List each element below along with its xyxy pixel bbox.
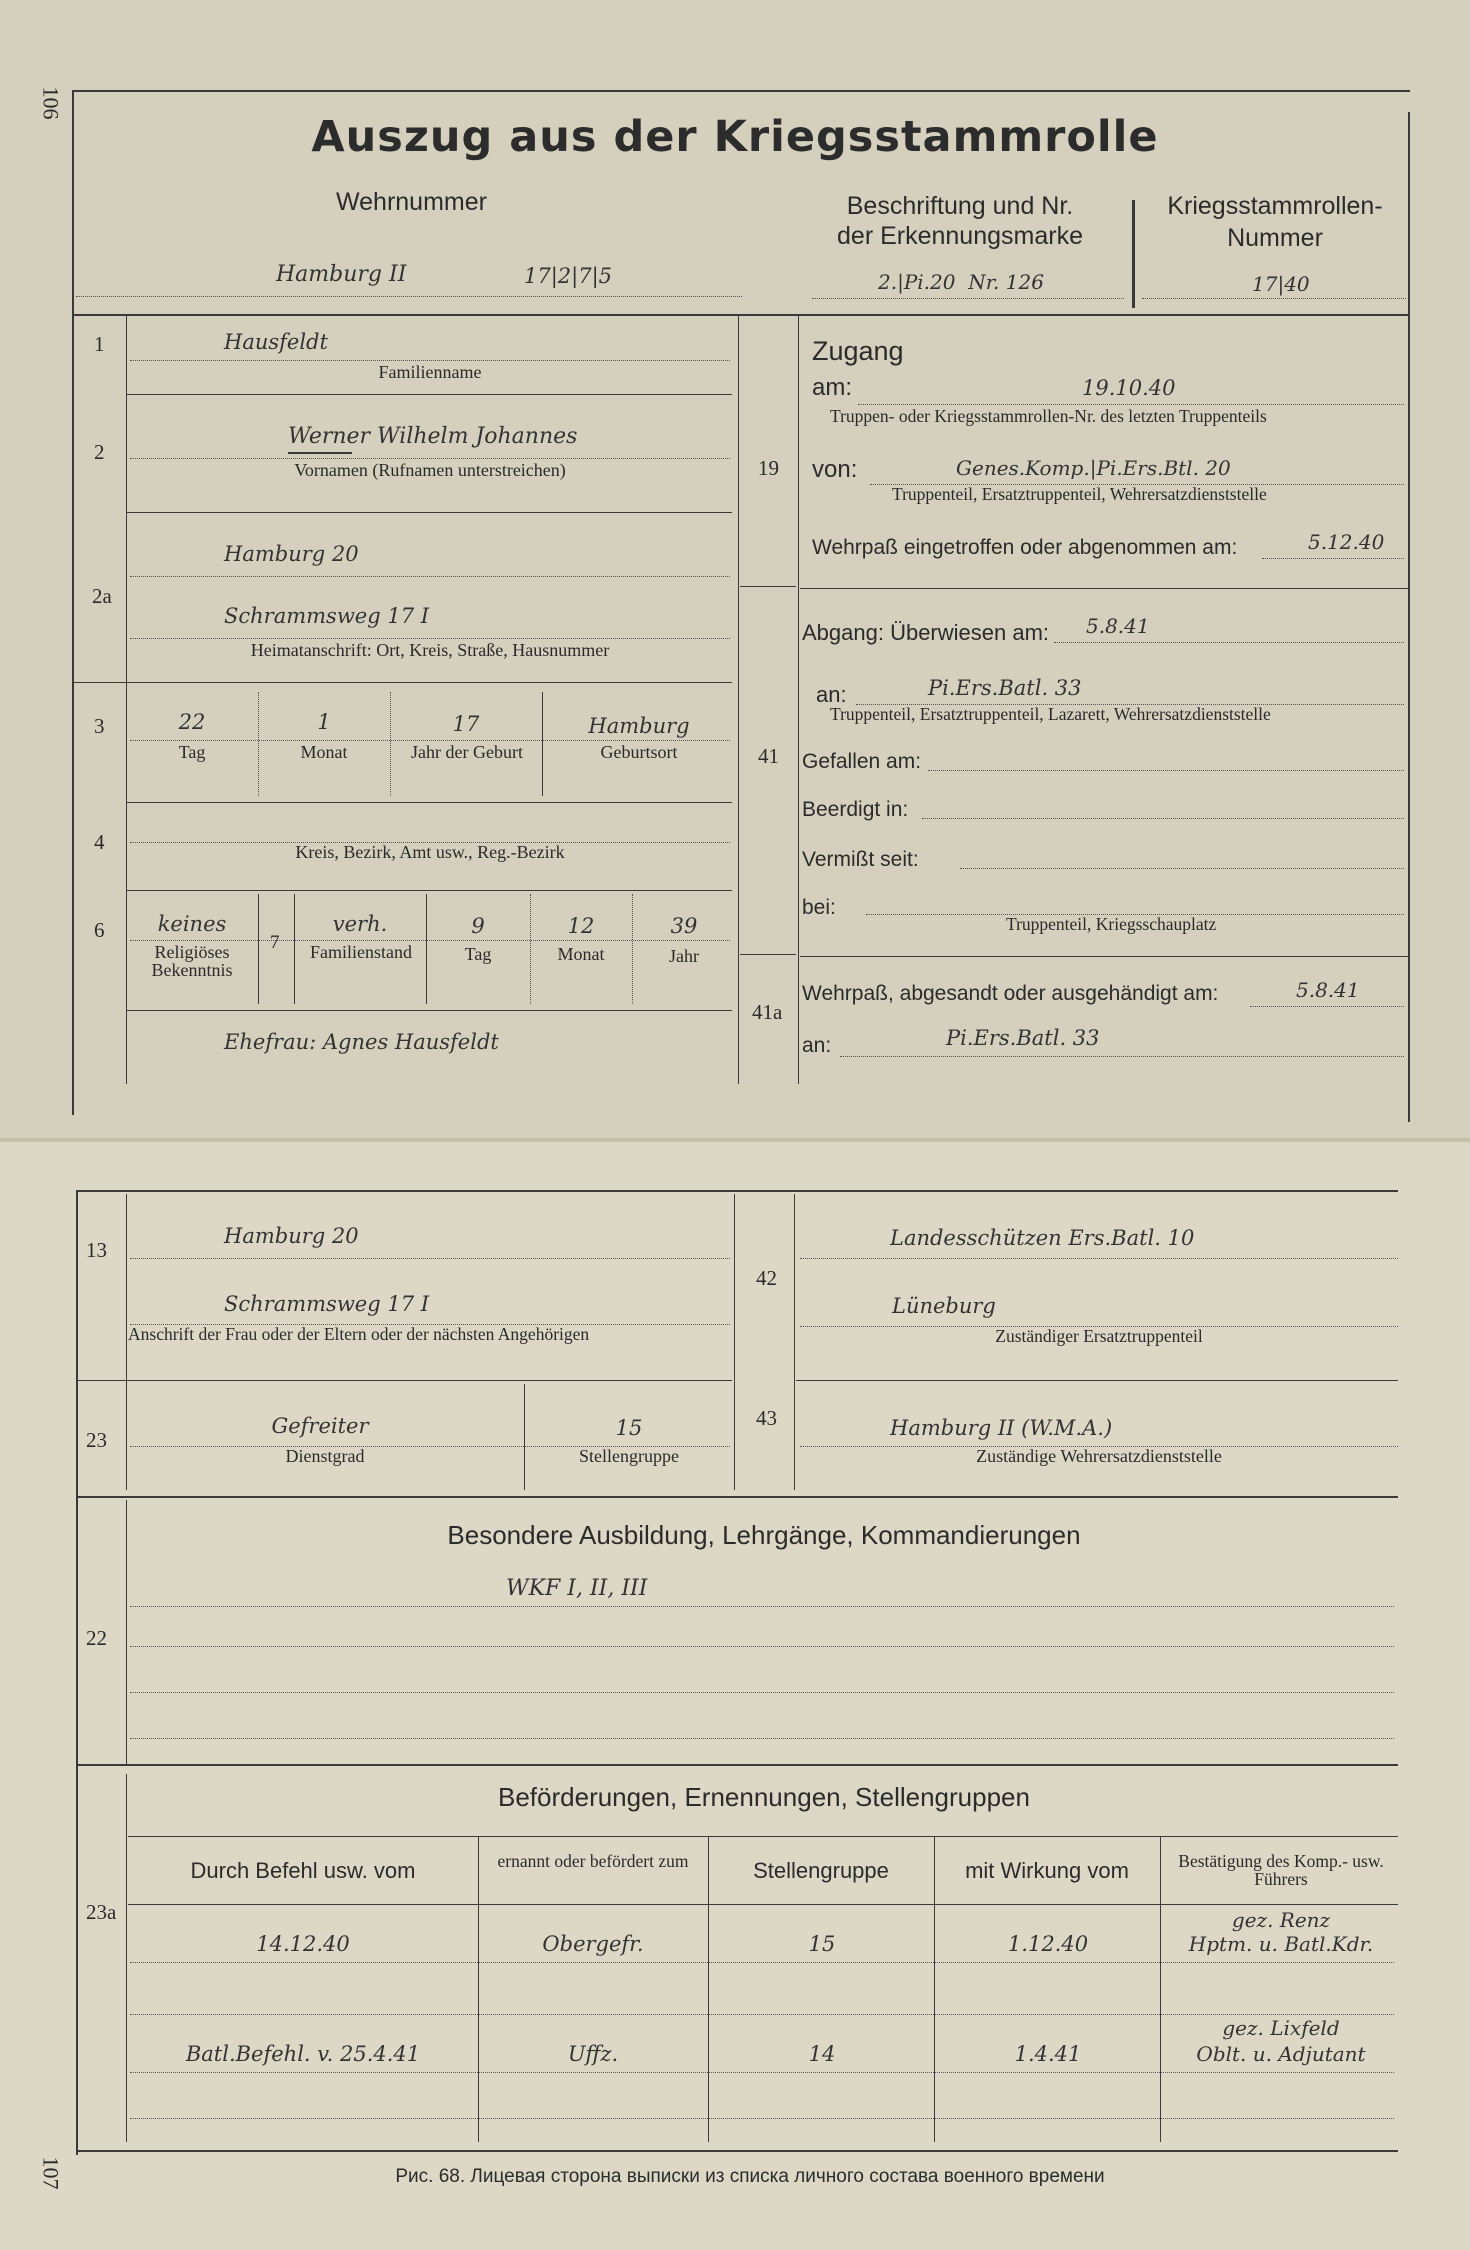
page-number-bottom: 107 (38, 2156, 64, 2190)
dienstgrad-value: Gefreiter (271, 1414, 369, 1438)
row-23-number: 23 (86, 1428, 107, 1452)
form-rule (800, 588, 1408, 589)
form-rule (78, 1380, 732, 1381)
befoerderungen-title: Beförderungen, Ernennungen, Stellengruppen (498, 1782, 1030, 1812)
form-rule (1250, 1006, 1404, 1007)
ersatztruppenteil-value: Landesschützen Ers.Batl. 10 (890, 1226, 1195, 1250)
wehrnummer-label: Wehrnummer (336, 188, 487, 216)
form-rule (960, 868, 1404, 869)
truppen-note: Truppen- oder Kriegsstammrollen-Nr. des letzten Truppenteils (830, 406, 1267, 426)
form-rule (1054, 642, 1404, 643)
form-rule (126, 1194, 127, 1490)
row-41a-number: 41a (752, 1000, 783, 1024)
heimat-strasse-value: Schrammsweg 17 I (224, 604, 430, 628)
ksr-label-2: Nummer (1227, 224, 1323, 252)
form-rule (258, 692, 259, 796)
abgang-an-note: Truppenteil, Ersatztruppenteil, Lazarett, Wehrersatzdienststelle (830, 704, 1271, 724)
rufname-underline (288, 452, 352, 454)
page-fold (0, 1138, 1470, 1142)
form-rule (812, 298, 1124, 299)
form-rule (740, 954, 796, 955)
geburt-tag-value: 22 (178, 710, 206, 734)
form-rule (740, 586, 796, 587)
vornamen-value: Werner Wilhelm Johannes (288, 424, 578, 449)
ehefrau-note: Ehefrau: Agnes Hausfeldt (224, 1030, 499, 1054)
ausbildung-value: WKF I, II, III (506, 1576, 648, 1601)
stellengruppe-value: 15 (615, 1416, 643, 1440)
form-rule (800, 1258, 1398, 1259)
wehrpass-an-value: Pi.Ers.Batl. 33 (946, 1026, 1100, 1050)
form-rule (1160, 1836, 1161, 2142)
religion-label-1: Religiöses (154, 942, 230, 962)
familienstand-value: verh. (332, 912, 388, 936)
wehrpass-an-label: an: (802, 1034, 832, 1057)
form-rule (258, 894, 259, 1004)
marke-label-1: Beschriftung und Nr. (846, 192, 1074, 220)
ksr-value: 17|40 (1252, 272, 1310, 296)
form-rule (126, 1500, 127, 1764)
form-rule (126, 890, 732, 891)
table-row-2-rank: Oblt. u. Adjutant (1196, 2042, 1366, 2066)
abgang-value: 5.8.41 (1086, 614, 1150, 638)
ausbildung-title: Besondere Ausbildung, Lehrgänge, Kommandierungen (447, 1520, 1081, 1550)
header-bottom-rule (72, 314, 1410, 316)
form-rule (126, 802, 732, 803)
heimat-label: Heimatanschrift: Ort, Kreis, Straße, Hausnummer (250, 640, 610, 660)
form-rule (130, 1646, 1394, 1647)
heirat-jahr-value: 39 (670, 914, 698, 938)
form-rule (130, 1606, 1394, 1607)
row-3-number: 3 (94, 714, 105, 738)
form-rule (390, 692, 391, 796)
form-rule (1262, 558, 1404, 559)
table-row-2-signature: gez. Lixfeld (1222, 2016, 1340, 2040)
marke-label-2: der Erkennungsmarke (837, 222, 1083, 250)
wehrersatz-label: Zuständige Wehrersatzdienststelle (976, 1446, 1222, 1466)
familienname-label: Familienname (378, 362, 482, 382)
form-rule (934, 1836, 935, 2142)
kreis-label: Kreis, Bezirk, Amt usw., Reg.-Bezirk (295, 842, 565, 862)
form-rule (130, 458, 730, 459)
row-1-number: 1 (94, 332, 105, 356)
form-rule (130, 2118, 1394, 2119)
form-title: Auszug aus der Kriegsstammrolle (311, 112, 1159, 162)
form-rule (798, 314, 799, 1084)
table-row-2-stelle: 14 (808, 2042, 836, 2066)
heimat-ort-value: Hamburg 20 (224, 542, 359, 566)
form-rule (130, 1738, 1394, 1739)
form-rule (126, 314, 127, 1084)
figure-caption: Рис. 68. Лицевая сторона выписки из списка личного состава военного времени (395, 2166, 1105, 2187)
header-stellengruppe: Stellengruppe (753, 1858, 889, 1883)
form-rule (796, 1380, 1398, 1381)
form-rule (130, 2014, 1394, 2015)
geburt-jahr-value: 17 (452, 712, 480, 736)
form-rule (738, 314, 739, 1084)
form-rule (72, 682, 732, 683)
zugang-am-value: 19.10.40 (1082, 376, 1176, 400)
wehrnummer-value: 17|2|7|5 (524, 264, 613, 288)
vermisst-label: Vermißt seit: (802, 848, 919, 871)
row-43-number: 43 (756, 1406, 777, 1430)
geburt-monat-value: 1 (317, 710, 331, 734)
table-row-1-stelle: 15 (808, 1932, 836, 1956)
form-rule (78, 1764, 1398, 1766)
religion-label-2: Bekenntnis (151, 960, 233, 980)
bei-label: bei: (802, 896, 836, 919)
form-rule (130, 1692, 1394, 1693)
header-befehl: Durch Befehl usw. vom (190, 1858, 416, 1883)
von-note: Truppenteil, Ersatztruppenteil, Wehrersatzdienststelle (892, 484, 1267, 504)
heirat-tag-value: 9 (471, 914, 485, 938)
header-ernannt: ernannt oder befördert zum (497, 1851, 689, 1871)
form-rule (708, 1836, 709, 2142)
form-rule (128, 1836, 1398, 1837)
form-rule (542, 692, 543, 796)
geburt-monat-label: Monat (300, 742, 348, 762)
wehrnummer-place: Hamburg II (276, 262, 407, 287)
geburt-jahr-label: Jahr der Geburt (411, 742, 523, 762)
form-rule (858, 404, 1404, 405)
table-row-2-ernannt: Uffz. (567, 2042, 619, 2066)
row-6-number: 6 (94, 918, 105, 942)
table-row-1-wirkung: 1.12.40 (1007, 1932, 1089, 1956)
abgang-an-label: an: (816, 682, 847, 707)
von-label: von: (812, 456, 858, 483)
table-row-2-wirkung: 1.4.41 (1014, 2042, 1082, 2066)
form-rule (76, 2150, 1398, 2152)
bei-note: Truppenteil, Kriegsschauplatz (1006, 914, 1217, 934)
table-row-2-befehl: Batl.Befehl. v. 25.4.41 (185, 2042, 421, 2066)
anschrift-ort-value: Hamburg 20 (224, 1224, 359, 1248)
abgang-an-value: Pi.Ers.Batl. 33 (928, 676, 1082, 700)
wehrpass-abgesandt-value: 5.8.41 (1296, 978, 1360, 1002)
familienstand-label: Familienstand (310, 942, 412, 962)
table-row-1-befehl: 14.12.40 (256, 1932, 350, 1956)
header-divider (1132, 200, 1135, 308)
stellengruppe-label: Stellengruppe (579, 1446, 679, 1466)
form-rule (840, 1056, 1404, 1057)
row-19-number: 19 (758, 456, 779, 480)
form-rule (130, 576, 730, 577)
form-rule (130, 1962, 1394, 1963)
wehrersatz-value: Hamburg II (W.M.A.) (890, 1416, 1113, 1440)
form-rule (478, 1836, 479, 2142)
form-rule (126, 1010, 732, 1011)
page-number-top: 106 (38, 86, 64, 120)
form-rule (632, 894, 633, 1004)
row-7-number: 7 (270, 932, 280, 953)
row-4-number: 4 (94, 830, 105, 854)
ersatztruppenteil-label: Zuständiger Ersatztruppenteil (995, 1326, 1203, 1346)
frame-left (72, 90, 74, 1115)
wehrpass-eingetroffen-label: Wehrpaß eingetroffen oder abgenommen am: (812, 536, 1238, 559)
geburt-tag-label: Tag (178, 742, 206, 762)
heirat-monat-label: Monat (557, 944, 605, 964)
anschrift-label: Anschrift der Frau oder der Eltern oder der nächsten Angehörigen (128, 1324, 590, 1344)
header-wirkung: mit Wirkung vom (965, 1858, 1129, 1883)
form-rule (126, 394, 732, 395)
vornamen-label: Vornamen (Rufnamen unterstreichen) (294, 460, 566, 480)
marke-value: 2.|Pi.20 Nr. 126 (878, 270, 1044, 294)
heirat-monat-value: 12 (567, 914, 595, 938)
form-rule (1142, 298, 1406, 299)
form-rule (524, 1384, 525, 1490)
form-rule (126, 1774, 127, 2142)
geburtsort-value: Hamburg (588, 714, 690, 738)
form-rule (130, 2072, 1394, 2073)
heirat-tag-label: Tag (464, 944, 492, 964)
row-41-number: 41 (758, 744, 779, 768)
form-rule (922, 818, 1404, 819)
row-42-number: 42 (756, 1266, 777, 1290)
form-rule (800, 956, 1408, 957)
table-row-1-signature: gez. Renz (1231, 1908, 1331, 1932)
form-rule (78, 1496, 1398, 1498)
zugang-am-label: am: (812, 374, 853, 401)
form-rule (130, 360, 730, 361)
religion-value: keines (157, 912, 227, 936)
form-rule (130, 1258, 730, 1259)
beerdigt-label: Beerdigt in: (802, 798, 909, 821)
geburtsort-label: Geburtsort (600, 742, 678, 762)
dienstgrad-label: Dienstgrad (285, 1446, 365, 1466)
row-2-number: 2 (94, 440, 105, 464)
lower-frame-left (76, 1190, 78, 2155)
von-value: Genes.Komp.|Pi.Ers.Btl. 20 (956, 456, 1231, 480)
lower-frame-top (78, 1190, 1398, 1192)
form-rule (130, 940, 730, 941)
form-rule (928, 770, 1404, 771)
form-rule (126, 512, 732, 513)
form-rule (794, 1194, 795, 1490)
table-row-1-ernannt: Obergefr. (542, 1932, 644, 1956)
ksr-label-1: Kriegsstammrollen- (1167, 192, 1383, 220)
gefallen-label: Gefallen am: (802, 750, 922, 773)
form-rule (76, 296, 742, 297)
form-rule (128, 1904, 1398, 1905)
heirat-jahr-label: Jahr (669, 946, 699, 966)
wehrpass-eingetroffen-value: 5.12.40 (1308, 530, 1385, 554)
header-bestaetigung: Bestätigung des Komp.- usw. Führers (1178, 1851, 1384, 1889)
zugang-label: Zugang (812, 336, 904, 366)
row-13-number: 13 (86, 1238, 107, 1262)
row-23a-number: 23a (86, 1900, 117, 1924)
row-22-number: 22 (86, 1626, 107, 1650)
form-rule (294, 894, 295, 1004)
familienname-value: Hausfeldt (224, 330, 328, 354)
form-rule (130, 740, 730, 741)
ersatztruppenteil-ort-value: Lüneburg (892, 1294, 996, 1318)
wehrpass-abgesandt-label: Wehrpaß, abgesandt oder ausgehändigt am: (802, 982, 1219, 1005)
row-2a-number: 2a (92, 584, 112, 608)
form-rule (530, 894, 531, 1004)
abgang-label: Abgang: Überwiesen am: (802, 620, 1050, 645)
form-rule (426, 894, 427, 1004)
frame-top (72, 90, 1410, 92)
table-row-1-rank: Hptm. u. Batl.Kdr. (1188, 1932, 1374, 1956)
form-rule (734, 1194, 735, 1490)
form-rule (130, 638, 730, 639)
anschrift-strasse-value: Schrammsweg 17 I (224, 1292, 430, 1316)
lower-page (0, 1140, 1470, 2250)
frame-right (1408, 112, 1410, 1122)
